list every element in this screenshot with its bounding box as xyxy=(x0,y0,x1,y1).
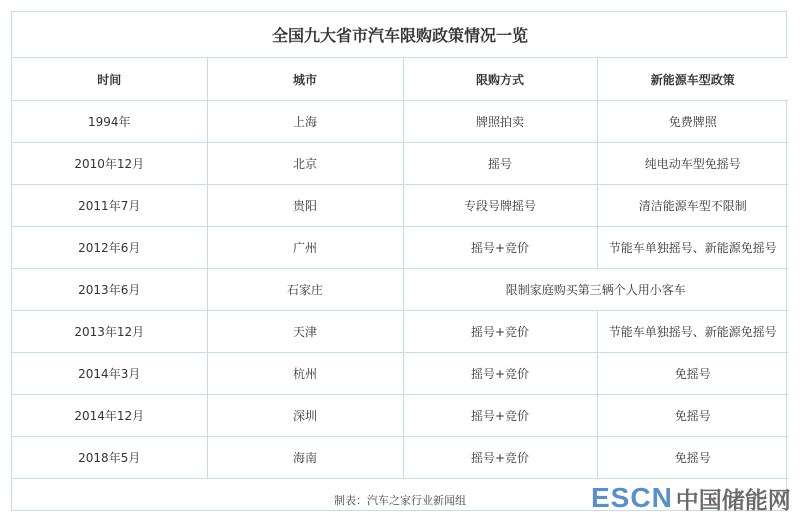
cell-method: 牌照拍卖 xyxy=(403,101,597,143)
escn-watermark-logo xyxy=(591,480,791,516)
cell-method: 摇号+竞价 xyxy=(403,227,597,269)
cell-method: 摇号+竞价 xyxy=(403,437,597,479)
table-row xyxy=(12,353,788,395)
table-row xyxy=(12,101,788,143)
cell-city: 北京 xyxy=(207,143,403,185)
cell-nev-policy: 免摇号 xyxy=(597,353,788,395)
cell-time: 2018年5月 xyxy=(12,437,207,479)
watermark-latin: ESCN xyxy=(591,482,673,514)
cell-city: 广州 xyxy=(207,227,403,269)
cell-time: 1994年 xyxy=(12,101,207,143)
watermark-chinese: 中国储能网 xyxy=(676,482,791,515)
cell-city: 上海 xyxy=(207,101,403,143)
cell-city: 深圳 xyxy=(207,395,403,437)
cell-merged-policy: 限制家庭购买第三辆个人用小客车 xyxy=(403,269,788,311)
table-row xyxy=(12,269,788,311)
cell-nev-policy: 免摇号 xyxy=(597,395,788,437)
cell-nev-policy: 免摇号 xyxy=(597,437,788,479)
cell-city: 石家庄 xyxy=(207,269,403,311)
table-row xyxy=(12,395,788,437)
title-row xyxy=(12,12,788,58)
cell-time: 2010年12月 xyxy=(12,143,207,185)
cell-method: 摇号+竞价 xyxy=(403,395,597,437)
cell-time: 2012年6月 xyxy=(12,227,207,269)
table-row xyxy=(12,227,788,269)
cell-city: 天津 xyxy=(207,311,403,353)
cell-nev-policy: 节能车单独摇号、新能源免摇号 xyxy=(597,311,788,353)
cell-city: 海南 xyxy=(207,437,403,479)
cell-method: 摇号+竞价 xyxy=(403,353,597,395)
cell-nev-policy: 纯电动车型免摇号 xyxy=(597,143,788,185)
header-row xyxy=(12,58,788,101)
table-row xyxy=(12,185,788,227)
cell-method: 摇号+竞价 xyxy=(403,311,597,353)
table-row xyxy=(12,437,788,479)
cell-city: 杭州 xyxy=(207,353,403,395)
cell-time: 2011年7月 xyxy=(12,185,207,227)
header-method: 限购方式 xyxy=(403,58,597,101)
cell-method: 专段号牌摇号 xyxy=(403,185,597,227)
cell-time: 2013年12月 xyxy=(12,311,207,353)
table-row xyxy=(12,143,788,185)
cell-city: 贵阳 xyxy=(207,185,403,227)
cell-time: 2014年3月 xyxy=(12,353,207,395)
cell-nev-policy: 清洁能源车型不限制 xyxy=(597,185,788,227)
header-nev-policy: 新能源车型政策 xyxy=(597,58,788,101)
cell-nev-policy: 节能车单独摇号、新能源免摇号 xyxy=(597,227,788,269)
cell-time: 2013年6月 xyxy=(12,269,207,311)
table-footer-credit: 制表：汽车之家行业新闻组 xyxy=(12,479,788,521)
header-city: 城市 xyxy=(207,58,403,101)
cell-nev-policy: 免费牌照 xyxy=(597,101,788,143)
cell-method: 摇号 xyxy=(403,143,597,185)
cell-time: 2014年12月 xyxy=(12,395,207,437)
table-row xyxy=(12,311,788,353)
policy-table xyxy=(12,12,788,521)
table-title: 全国九大省市汽车限购政策情况一览 xyxy=(12,12,788,58)
policy-table-frame xyxy=(11,11,787,511)
header-time: 时间 xyxy=(12,58,207,101)
